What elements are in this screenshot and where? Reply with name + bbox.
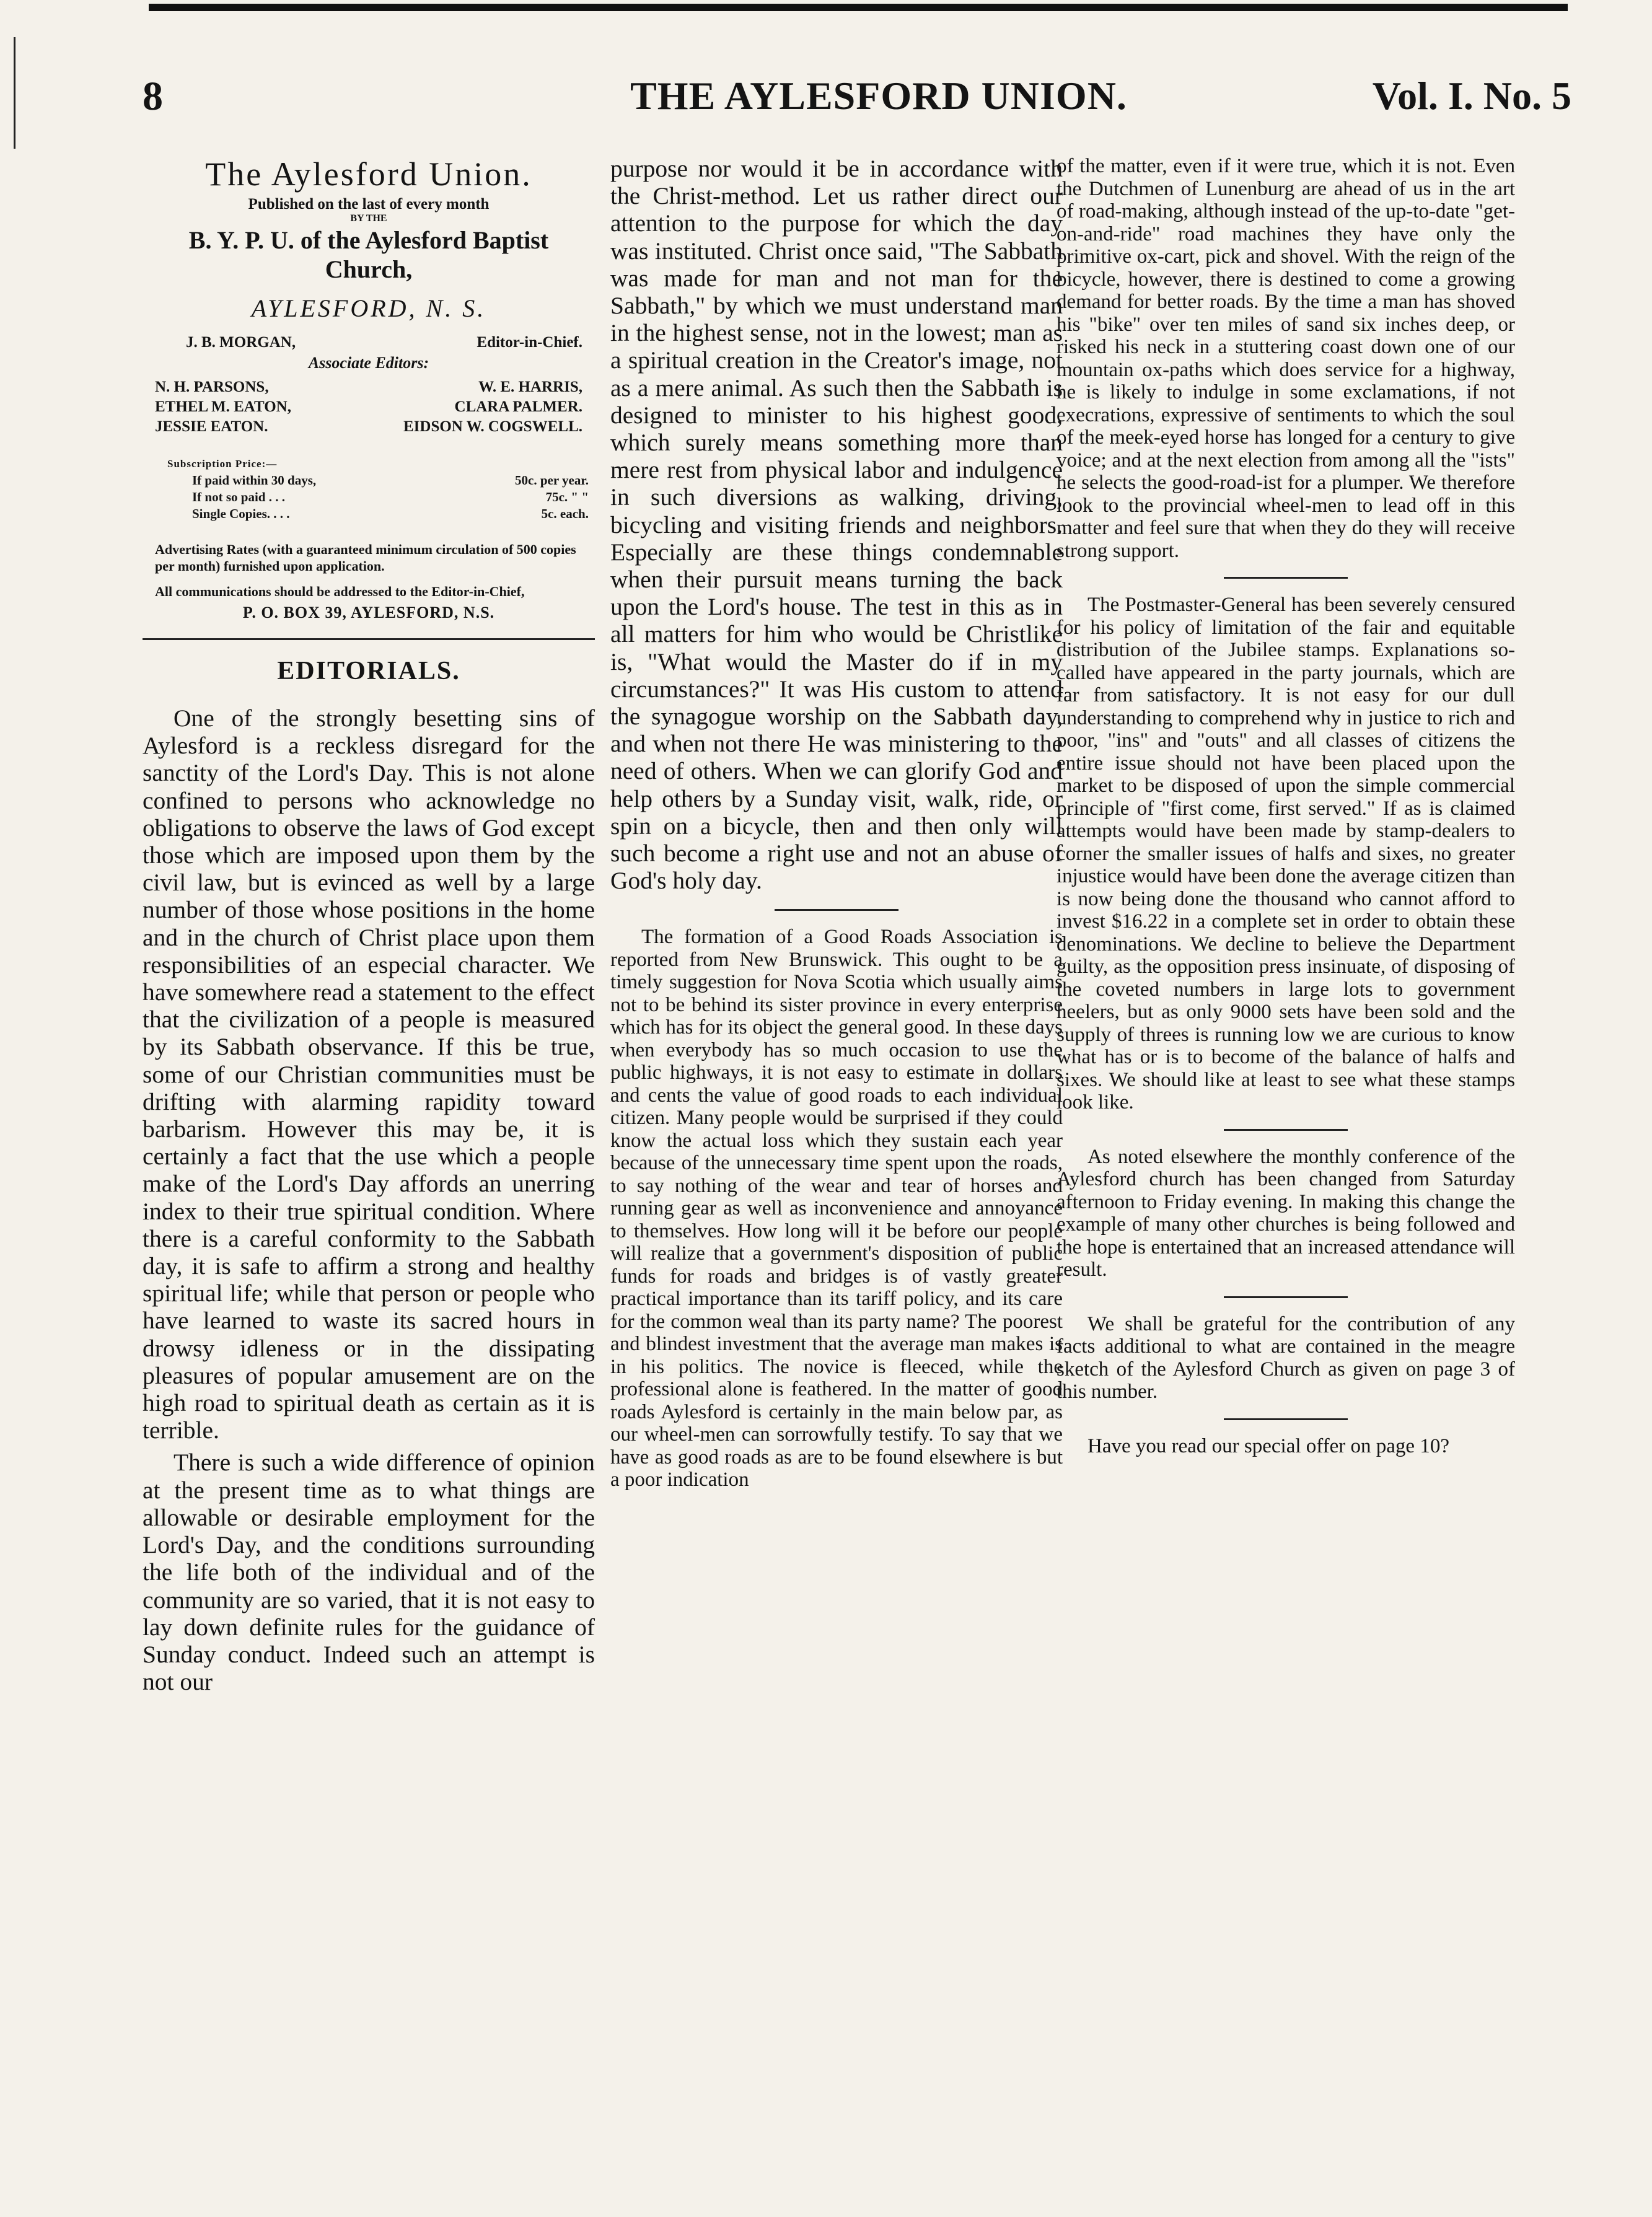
divider: [1224, 577, 1348, 579]
rate-row: [167, 506, 595, 522]
subscription-heading: Subscription Price:—: [167, 458, 278, 470]
associate-editor: CLARA PALMER.: [454, 398, 582, 415]
by-line: BY THE: [350, 213, 387, 224]
rate-value: 50c. per year.: [515, 473, 589, 488]
rate-value: 5c. each.: [541, 506, 589, 521]
postal-address: P. O. BOX 39, AYLESFORD, N.S.: [242, 604, 495, 621]
communications-note: All communications should be addressed to the Editor-in-Chief,: [155, 584, 525, 599]
divider: [1224, 1418, 1348, 1420]
editor-role: Editor-in-Chief.: [477, 334, 582, 351]
divider: [1224, 1129, 1348, 1131]
masthead-title: The Aylesford Union.: [205, 156, 532, 193]
rate-row: [167, 489, 595, 506]
section-heading: EDITORIALS.: [277, 657, 460, 685]
column-1: [143, 155, 595, 1695]
top-rule: [149, 4, 1568, 11]
rate-label: If not so paid . . .: [192, 489, 285, 504]
associate-editor: EIDSON W. COGSWELL.: [403, 418, 582, 435]
editor-in-chief: [186, 334, 582, 351]
page-number: 8: [143, 74, 163, 119]
rate-label: Single Copies. . . .: [192, 506, 290, 521]
associate-editor: JESSIE EATON.: [155, 418, 268, 435]
masthead: [143, 155, 595, 622]
newspaper-title: THE AYLESFORD UNION.: [630, 74, 1127, 118]
associate-editors-list: [155, 377, 595, 437]
divider: [1224, 1296, 1348, 1298]
editorial-paragraph: We shall be grateful for the contribution of any facts additional to what are contained in the meagre sketch of the Aylesford Church as given on page 3 of this number.: [1057, 1312, 1515, 1403]
associate-editor: N. H. PARSONS,: [155, 379, 269, 395]
advertising-rates: Advertising Rates (with a guaranteed minimum circulation of 500 copies per month) furnished upon application.: [155, 542, 576, 574]
column-2: [610, 155, 1063, 1491]
associate-editor: ETHEL M. EATON,: [155, 398, 291, 415]
associate-editor: W. E. HARRIS,: [478, 379, 582, 395]
volume-number: Vol. I. No. 5: [1372, 74, 1571, 118]
editorial-paragraph: The formation of a Good Roads Association is reported from New Brunswick. This ought to be a timely suggestion for Nova Scotia which usually aims not to be behind its sister province in every enterprise which has for its object the general good. In these days when everybody has so much occasion to use the public highways, it is not easy to estimate in dollars and cents the value of good roads to each individual citizen. Many people would be surprised if they could know the actual loss which they sustain each year because of the unnecessary time spent upon the roads, to say nothing of the wear and tear of horses and running gear as well as inconvenience and annoyance to themselves. How long will it be before our people will realize that a government's disposition of public funds for roads and bridges is of vastly greater practical importance than its tariff policy, and its care for the common weal than its party name? The poorest and blindest investment that the average man makes is in his politics. The novice is fleeced, while the professional alone is feathered. In the matter of good roads Aylesford is certainly in the main below par, as our wheel-men can sorrowfully testify. To say that we have as good roads as are to be found elsewhere is but a poor indication: [610, 926, 1063, 1491]
editorial-paragraph: of the matter, even if it were true, which it is not. Even the Dutchmen of Lunenburg are ahead of us in the art of road-making, although instead of the up-to-date "get-on-and-ride" road machines they have only the primitive ox-cart, pick and shovel. With the reign of the bicycle, however, there is destined to come a growing demand for better roads. By the time a man has shoved his "bike" over ten miles of sand six inches deep, or risked his neck in a stuttering coast down one of our mountain ox-paths which does service for a highway, he is likely to indulge in some exclamations, if not execrations, expressive of sentiments to which the soul of the meek-eyed horse has longed for a century to give voice; and at the next election from among all the "ists" he selects the good-road-ist for a plumper. We therefore look to the provincial wheel-men to lead off in this matter and feel sure that when they do they will receive strong support.: [1057, 155, 1515, 562]
editorial-paragraph: Have you read our special offer on page 10?: [1087, 1434, 1449, 1457]
editor-name: J. B. MORGAN,: [186, 334, 296, 351]
publication-place: AYLESFORD, N. S.: [251, 294, 486, 322]
divider: [775, 909, 898, 911]
editorial-paragraph: One of the strongly besetting sins of Aylesford is a reckless disregard for the sanctity of the Lord's Day. This is not alone confined to persons who acknowledge no obligations to observe the laws of God except those which are imposed upon them by the civil law, but is evinced as well by a large number of those whose positions in the home and in the church of Christ place upon them responsibilities of an especial character. We have somewhere read a statement to the effect that the civilization of a people is measured by its Sabbath observance. If this be true, some of our Christian communities must be drifting with alarming rapidity toward barbarism. However this may be, it is certainly a fact that the use which a people make of the Lord's Day affords an unerring index to their true spiritual condition. Where there is a careful conformity to the Sabbath day, it is safe to affirm a strong and healthy spiritual life; while that person or people who have learned to waste its sacred hours in drowsy idleness or in the dissipating pleasures of popular amusement are on the high road to spiritual death as certain as it is terrible.: [143, 705, 595, 1444]
column-3: [1057, 155, 1515, 1457]
associate-editors-heading: Associate Editors:: [308, 354, 429, 372]
divider: [143, 638, 595, 640]
margin-mark: [14, 37, 15, 149]
editorial-paragraph: As noted elsewhere the monthly conference of the Aylesford church has been changed from Saturday afternoon to Friday evening. In making this change the example of many other churches is being followed and the hope is entertained that an increased attendance will result.: [1057, 1145, 1515, 1281]
rate-label: If paid within 30 days,: [192, 473, 317, 488]
editorial-paragraph: purpose nor would it be in accordance with the Christ-method. Let us rather direct our attention to the purpose for which the day was instituted. Christ once said, "The Sabbath was made for man and not man for the Sabbath," by which we must understand man in the highest sense, not in the lowest; man as a spiritual creation in the Creator's image, not as a mere animal. As such then the Sabbath is designed to minister to his highest good, which surely means something more than mere rest from physical labor and indulgence in such diversions as walking, driving, bicycling and visiting friends and neighbors. Especially are these things condemnable when their pursuit means turning the back upon the Lord's house. The test in this as in all matters for him who would be Christlike is, "What would the Master do if in my circumstances?" It was His custom to attend the synagogue worship on the Sabbath day, and when not there He was ministering to the need of others. When we can glorify God and help others by a Sunday visit, walk, ride, or spin on a bicycle, then and then only will such become a right use and not an abuse of God's holy day.: [610, 155, 1063, 895]
editorial-paragraph: There is such a wide difference of opinion at the present time as to what things are allowable or desirable employment for the Lord's Day, and the conditions surrounding the life both of the individual and of the community are so varied, that it is not easy to lay down definite rules for the guidance of Sunday conduct. Indeed such an attempt is not our: [143, 1449, 595, 1696]
subscription-rates: [167, 455, 595, 522]
rate-row: [167, 472, 595, 489]
publisher-organization: B. Y. P. U. of the Aylesford Baptist Church,: [188, 226, 549, 283]
running-head: [143, 73, 1615, 129]
editorial-paragraph: The Postmaster-General has been severely censured for his policy of limitation of the fair and equitable distribution of the Jubilee stamps. Explanations so-called have appeared in the party journals, which are far from satisfactory. It is not easy for our dull understanding to comprehend why in justice to rich and poor, "ins" and "outs" and all classes of citizens the entire issue should not have been placed upon the market to be disposed of upon the simple commercial principle of "first come, first served." If as is claimed attempts would have been made by stamp-dealers to corner the smaller issues of halfs and sixes, no greater injustice would have been done the average citizen than is now being done the thousand who cannot afford to invest $16.22 in a complete set in order to obtain these denominations. We decline to believe the Department guilty, as the opposition press insinuate, of disposing of the coveted numbers in large lots to government heelers, but as only 9000 sets have been sold and the supply of threes is running low we are curious to know what has or is to become of the balance of halfs and sixes. We should like at least to see what these stamps look like.: [1057, 594, 1515, 1113]
published-line: Published on the last of every month: [248, 196, 490, 213]
rate-value: 75c. " ": [545, 489, 589, 504]
